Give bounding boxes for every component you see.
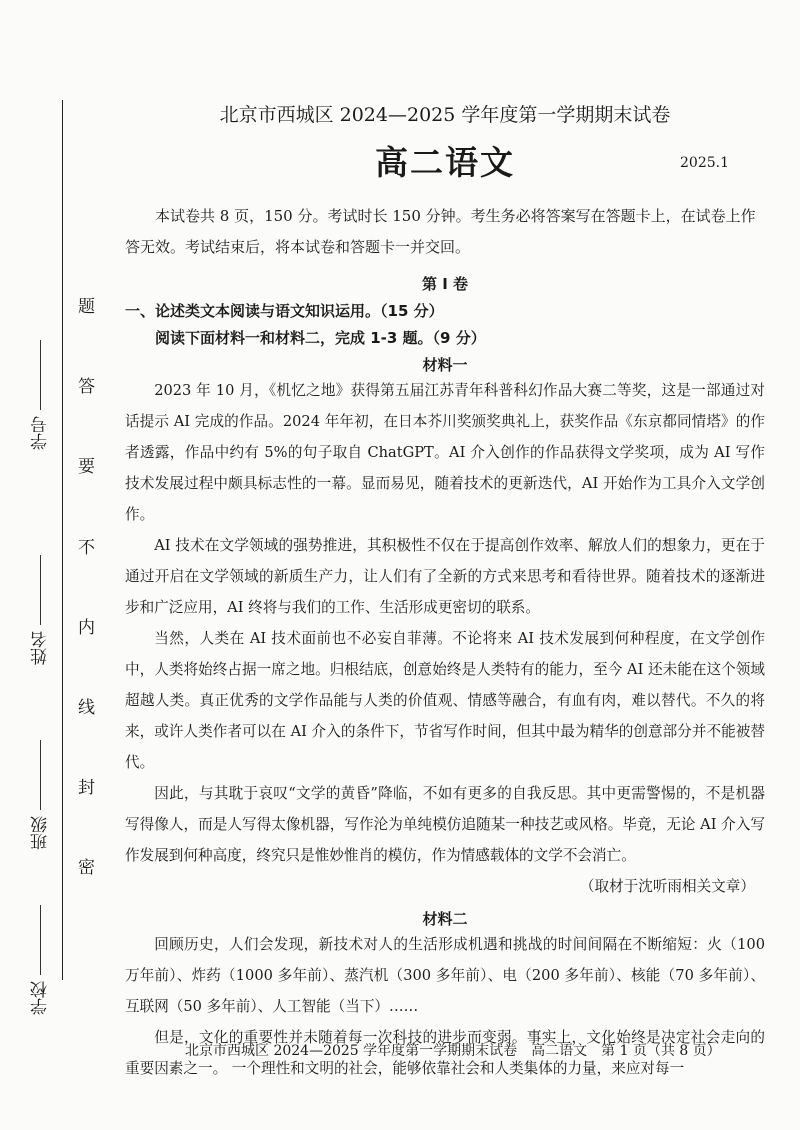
seal-char: 不 [78, 538, 95, 558]
exam-date: 2025.1 [680, 155, 729, 171]
material-two-title: 材料二 [422, 910, 468, 928]
seal-char: 密 [78, 858, 95, 878]
source-citation: （取材于沈听雨相关文章） [579, 878, 755, 895]
section-title: 一、论述类文本阅读与语文知识运用。（15 分） [125, 302, 444, 320]
paragraph: 2023 年 10 月，《机忆之地》获得第五届江苏青年科普科幻作品大赛二等奖，这是一部通过对话提示 AI 完成的作品。2024 年年初，在日本芥川奖颁奖典礼上，获奖作品《东京都同情塔》的作者透露，作品中约有 5%的句子取自 ChatGPT。AI 介入创作的作品获得文学奖项，成为 AI 写作技术发展过程中颇具标志性的一幕。显而易见，随着技术的更新迭代，AI 开始作为工具介入文学创作。 [125, 382, 765, 523]
paragraph: 因此，与其耽于哀叹“文学的黄昏”降临，不如有更多的自我反思。其中更需警惕的，不是机器写得像人，而是人写得太像机器，写作沦为单纯模仿追随某一种技艺或风格。毕竟，无论 AI 介入写作发展到何种高度，终究只是惟妙惟肖的模仿，作为情感载体的文学不会消亡。 [125, 785, 765, 864]
subject-row [125, 137, 765, 191]
seal-char: 答 [78, 377, 95, 397]
exam-page [125, 100, 765, 1084]
school-field[interactable]: 学校 [28, 905, 53, 1015]
part-title: 第 Ⅰ 卷 [421, 275, 469, 293]
paragraph: 当然，人类在 AI 技术面前也不必妄自菲薄。不论将来 AI 技术发展到何种程度，在文学创作中，人类将始终占据一席之地。归根结底，创意始终是人类特有的能力，至今 AI 还未能在这个领域超越人类。真正优秀的文学作品能与人类的价值观、情感等融合，有血有肉，难以替代。不久的将来，或许人类作者可以在 AI 介入的条件下，节省写作时间，但其中最为精华的创意部分并不能被替代。 [125, 630, 765, 771]
name-field[interactable]: 姓名 [28, 555, 53, 665]
seal-char: 内 [78, 618, 95, 638]
seal-char: 线 [78, 698, 95, 718]
seal-char: 题 [78, 297, 95, 317]
exam-instructions: 本试卷共 8 页，150 分。考试时长 150 分钟。考生务必将答案写在答题卡上，在试卷上作答无效。考试结束后，将本试卷和答题卡一并交回。 [125, 207, 756, 256]
paragraph: 回顾历史，人们会发现，新技术对人的生活形成机遇和挑战的时间间隔在不断缩短：火（100 万年前）、炸药（1000 多年前）、蒸汽机（300 多年前）、电（200 多年前）、核能（70 多年前）、互联网（50 多年前）、人工智能（当下）…… [125, 936, 765, 1015]
paragraph: 但是，文化的重要性并未随着每一次科技的进步而变弱。事实上，文化始终是决定社会走向的重要因素之一。 一个理性和文明的社会，能够依靠社会和人类集体的力量，来应对每一 [125, 1029, 765, 1077]
binding-margin [0, 0, 125, 1130]
material-one-title: 材料一 [422, 356, 468, 374]
class-field[interactable]: 班级 [28, 740, 53, 850]
seal-char: 封 [78, 778, 95, 798]
page-footer: 北京市西城区 2024—2025 学年度第一学期期末试卷 高二语文 第 1 页（共 8 页） [185, 1043, 721, 1059]
subject-heading: 高二语文 [375, 143, 515, 182]
student-id-field[interactable]: 学号 [28, 340, 53, 450]
exam-title: 北京市西城区 2024—2025 学年度第一学期期末试卷 [219, 104, 671, 126]
binding-line [62, 100, 63, 980]
reading-instruction: 阅读下面材料一和材料二，完成 1-3 题。（9 分） [155, 329, 486, 347]
paragraph: AI 技术在文学领域的强势推进，其积极性不仅在于提高创作效率、解放人们的想象力，更在于通过开启在文学领域的新质生产力，让人们有了全新的方式来思考和看待世界。随着技术的逐渐进步和广泛应用，AI 终将与我们的工作、生活形成更密切的联系。 [125, 537, 765, 616]
seal-char: 要 [78, 457, 95, 477]
